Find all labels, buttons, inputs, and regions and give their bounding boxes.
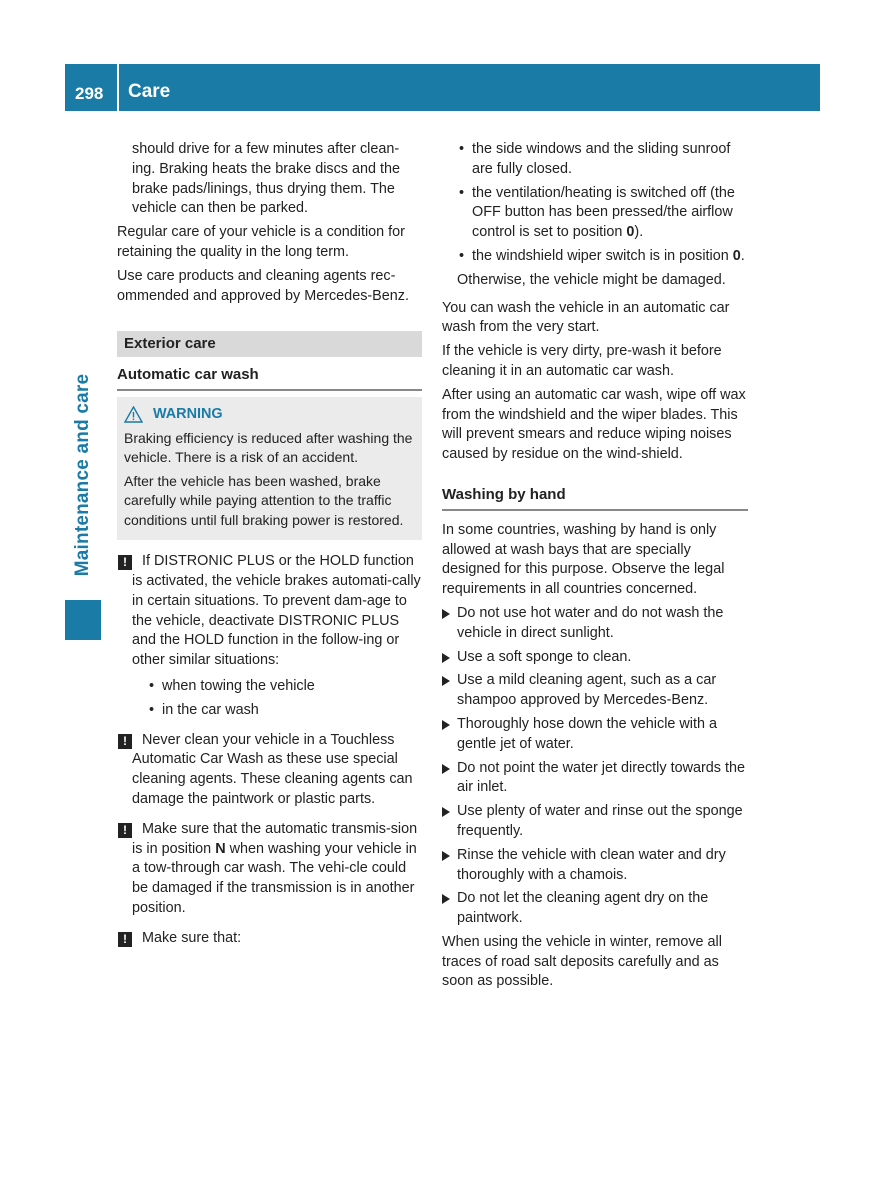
step-item [442,604,748,644]
step-item [442,671,748,711]
note-text: when washing your vehicle in a tow-through car wash. The vehi-cle could be damaged if the transmission is in another position. [132,840,417,916]
section-heading-exterior-care: Exterior care [117,331,422,357]
intro-paragraph-1: should drive for a few minutes after clean-ing. Braking heats the brake discs and the brake pads/linings, thus drying them. The vehicle can then be parked. [132,141,400,217]
exclamation-icon: ! [118,734,132,749]
step-item [442,889,748,929]
list-item: • the side windows and the sliding sunroof are fully closed. [442,140,748,180]
note-make-sure [117,929,422,949]
paragraph: You can wash the vehicle in an automatic car wash from the very start. [442,299,730,336]
note-text: Never clean your vehicle in a Touchless Automatic Car Wash as these use special cleaning agents. These cleaning agents can damage the paintwork or plastic parts. [132,731,413,807]
step-item [442,759,748,799]
step-text: Use a soft sponge to clean. [457,648,632,665]
step-text: Do not point the water jet directly towards the air inlet. [457,759,745,796]
list-item-text: ). [634,224,644,241]
step-item [442,846,748,886]
paragraph: In some countries, washing by hand is only allowed at wash bays that are specially designed for this purpose. Observe the legal requirements in all countries concerned. [442,521,725,598]
list-item [442,184,748,243]
arrow-right-icon [442,764,450,774]
list-item-text: the windshield wiper switch is in position [472,247,733,264]
note-transmission [117,820,422,919]
arrow-right-icon [442,676,450,686]
page-title: Care [128,81,171,102]
intro-paragraph-2: Regular care of your vehicle is a condition for retaining the quality in the long term. [117,224,405,260]
list-item: • when towing the vehicle [132,677,422,697]
warning-box [117,397,422,540]
step-text: Thoroughly hose down the vehicle with a gentle jet of water. [457,715,717,752]
arrow-right-icon [442,807,450,817]
subsection-heading-automatic-car-wash: Automatic car wash [117,365,422,391]
list-item-text: . [740,247,745,264]
arrow-right-icon [442,653,450,663]
paragraph: When using the vehicle in winter, remove all traces of road salt deposits carefully and as soon as possible. [442,933,722,990]
step-text: Do not use hot water and do not wash the vehicle in direct sunlight. [457,604,724,641]
header-divider [117,64,119,111]
step-item [442,648,748,668]
note-text: Make sure that: [142,929,242,946]
left-column [117,140,422,959]
step-text: Use a mild cleaning agent, such as a car shampoo approved by Mercedes-Benz. [457,672,717,709]
list-item-bold: 0 [626,224,635,241]
otherwise-text: Otherwise, the vehicle might be damaged. [457,271,726,288]
list-item [442,247,748,267]
step-item [442,802,748,842]
paragraph: If the vehicle is very dirty, pre-wash it before cleaning it in an automatic car wash. [442,343,722,379]
exclamation-icon: ! [118,823,132,838]
exclamation-icon: ! [118,932,132,947]
note-distronic [117,552,422,720]
step-text: Rinse the vehicle with clean water and dry thoroughly with a chamois. [457,846,726,883]
list-item: • in the car wash [132,701,422,721]
warning-paragraph-1: Braking efficiency is reduced after washing the vehicle. There is a risk of an accident. [124,429,413,466]
step-text: Use plenty of water and rinse out the sponge frequently. [457,803,743,839]
step-text: Do not let the cleaning agent dry on the paintwork. [457,890,709,927]
list-item-text: the ventilation/heating is switched off (the OFF button has been pressed/the airflow control is set to position [472,184,735,241]
intro-paragraph-3: Use care products and cleaning agents rec-ommended and approved by Mercedes-Benz. [117,267,409,304]
warning-paragraph-2: After the vehicle has been washed, brake carefully while paying attention to the traffic conditions until full braking power is restored. [124,472,404,528]
note-touchless-car-wash [117,731,422,810]
step-item [442,715,748,755]
arrow-right-icon [442,894,450,904]
side-tab [65,345,101,605]
arrow-right-icon [442,851,450,861]
arrow-right-icon [442,720,450,730]
arrow-right-icon [442,609,450,619]
note-text: If DISTRONIC PLUS or the HOLD function is activated, the vehicle brakes automati-cally in certain situations. To prevent dam-age to the vehicle, deactivate DISTRONIC PLUS and the HOLD function in the follow-ing or other similar situations: [132,553,421,669]
paragraph: After using an automatic car wash, wipe off wax from the windshield and the wiper blades. This will prevent smears and reduce wiping noises caused by residue on the wind-shield. [442,386,746,463]
note-text: Make sure that the automatic transmis-sion is in position [132,820,418,857]
side-tab-label: Maintenance and care [72,373,94,577]
warning-triangle-icon [124,406,143,423]
exclamation-icon: ! [118,555,132,570]
warning-title-text: WARNING [153,406,223,423]
header-bar [65,64,820,111]
note-bold-position: N [215,840,226,857]
page-number: 298 [75,84,104,103]
subsection-heading-washing-by-hand: Washing by hand [442,485,748,511]
side-tab-marker [65,600,101,640]
right-column [442,140,748,996]
list-item-bold: 0 [732,247,741,264]
warning-title [124,405,415,425]
